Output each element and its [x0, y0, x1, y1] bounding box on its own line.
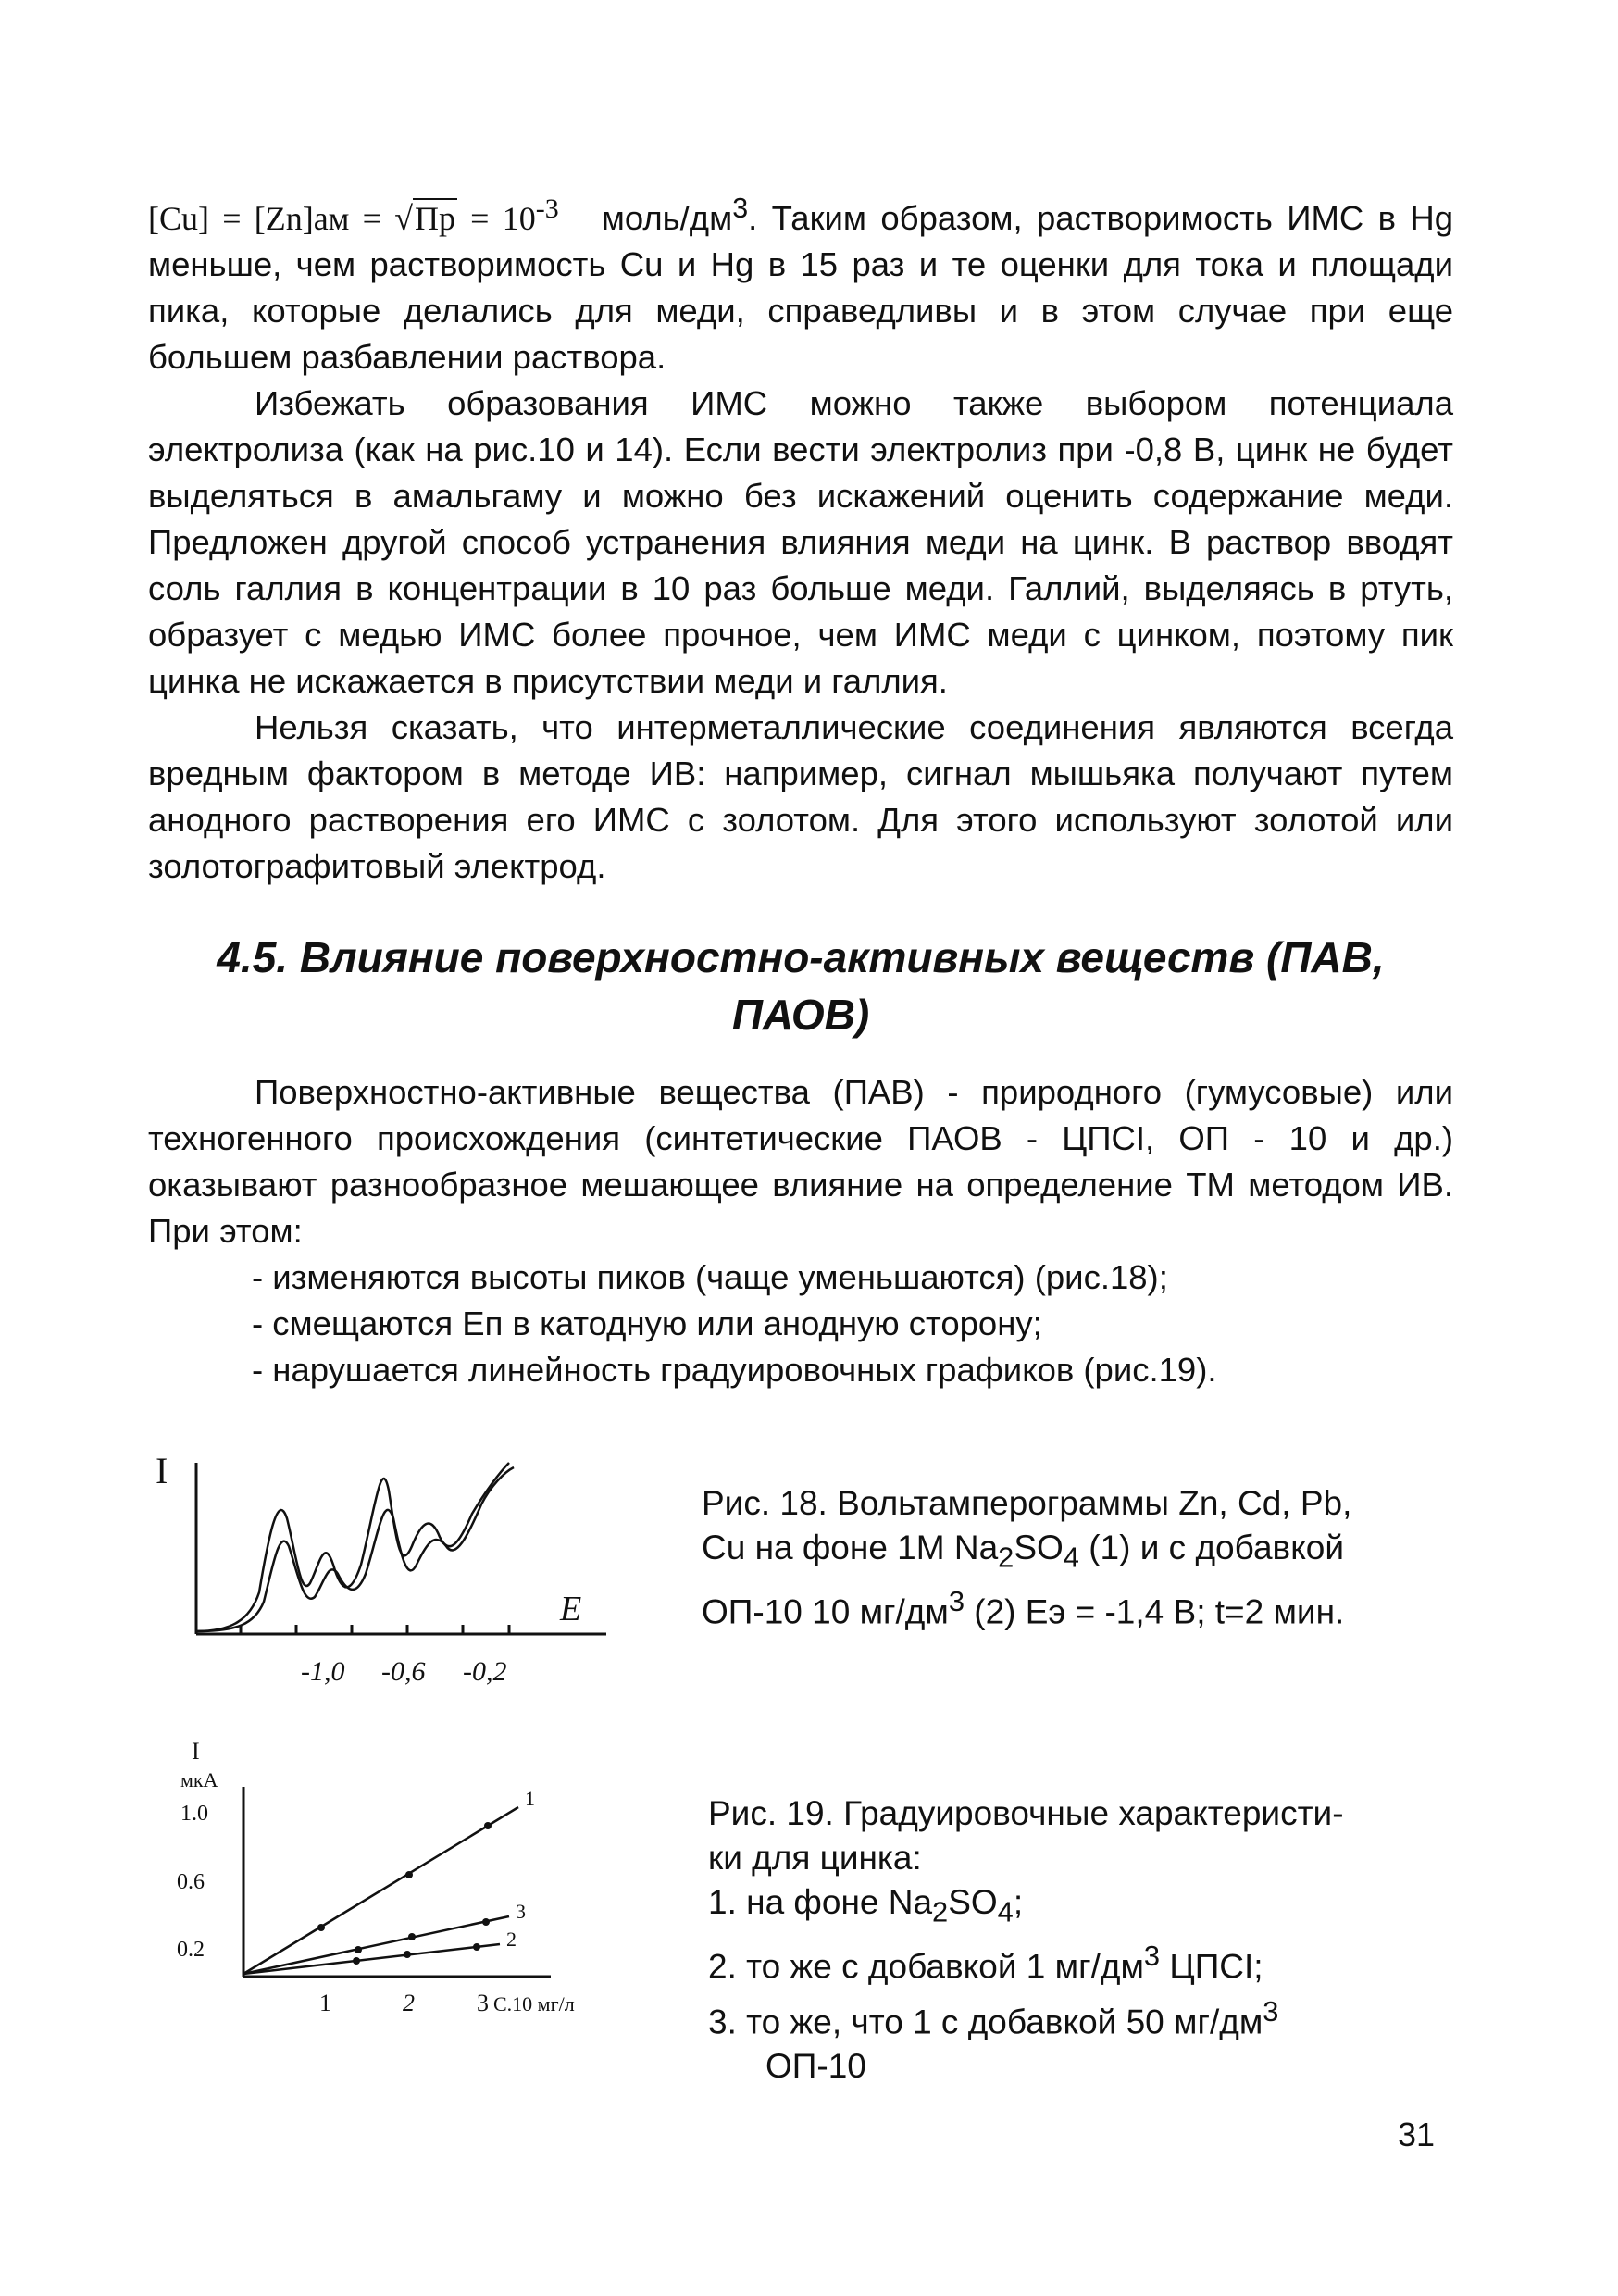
fig18-x-label: E: [560, 1590, 582, 1628]
section-heading: [148, 929, 1453, 1043]
fig18-curve-1: [196, 1463, 509, 1631]
fig19-line-2: [243, 1944, 500, 1974]
solubility-formula: $[Cu] = [Zn]ам = √Пр = 10^{-3}$: [148, 193, 559, 238]
paragraph-3: Нельзя сказать, что интерметаллические соединения являются всегда вредным фактором в методе ИВ: например, сигнал мышьяка получают путем анодного растворения его ИМС с золотом. Для этого используют золотой или золотографитовый электрод.: [148, 708, 1453, 886]
fig18-tick-label: -0,2: [463, 1656, 507, 1687]
list-item: - изменяются высоты пиков (чаще уменьшаются) (рис.18);: [252, 1258, 1168, 1297]
fig18-tick-label: -1,0: [301, 1656, 345, 1687]
fig18-y-label: I: [156, 1450, 168, 1491]
fig19-line-3: [243, 1916, 509, 1974]
figure-18-caption: Рис. 18. Вольтамперограммы Zn, Cd, Pb, Cu на фоне 1M $Na_2SO_4$ (1) и с добавкой ОП-10 10 $мг/дм^3$ (2) Eэ = -1,4 В; t=2 мин.: [702, 1484, 1352, 1631]
fig19-x-unit: C.10 мг/л: [493, 1992, 575, 2015]
fig19-line-label: 2: [506, 1928, 517, 1951]
list-item: - нарушается линейность градуировочных графиков (рис.19).: [252, 1351, 1217, 1390]
fig18-tick-label: -0,6: [381, 1656, 426, 1687]
section-heading-line-2: ПАОВ): [731, 991, 870, 1040]
section-heading-line-1: 4.5. Влияние поверхностно-активных веществ (ПАВ,: [217, 933, 1385, 982]
effects-list: [148, 1254, 1453, 1393]
paragraph-2: Избежать образования ИМС можно также выбором потенциала электролиза (как на рис.10 и 14). Если вести электролиз при -0,8 В, цинк не будет выделяться в амальгаму и можно без искажений оценить содержание меди. Предложен другой способ устранения влияния меди на цинк. В раствор вводят соль галлия в концентрации в 10 раз больше меди. Галлий, выделяясь в ртуть, образует с медью ИМС более прочное, чем ИМС меди с цинком, поэтому пик цинка не искажается в присутствии меди и галлия.: [148, 384, 1453, 701]
fig19-points: [317, 1822, 492, 1965]
paragraph-4: Поверхностно-активные вещества (ПАВ) - природного (гумусовые) или техногенного происхождения (синтетические ПАОВ - ЦПСI, ОП - 10 и др.) оказывают разнообразное мешающее влияние на определение ТМ методом ИВ. При этом:: [148, 1073, 1453, 1251]
fig19-line-label: 1: [525, 1787, 535, 1810]
fig19-y-tick: 0.2: [177, 1938, 205, 1962]
figure-19-calibration: [153, 1731, 671, 2037]
fig18-curve-2: [196, 1467, 514, 1631]
fig19-x-tick: 3: [477, 1990, 489, 2016]
paragraph-1: $[Cu] = [Zn]ам = √Пр = 10^{-3}$ моль/$дм^3$. Таким образом, растворимость ИМС в Hg меньше, чем растворимость Cu и Hg в 15 раз и те оценки для тока и площади пика, которые делались для меди, справедливы и в этом случае при еще большем разбавлении раствора.: [148, 193, 1453, 377]
fig19-x-tick: 1: [319, 1990, 331, 2016]
list-item: - смещаются Eп в катодную или анодную сторону;: [252, 1304, 1042, 1343]
fig19-line-label: 3: [516, 1900, 526, 1923]
fig19-y-unit: мкА: [180, 1768, 218, 1791]
figure-19-caption: Рис. 19. Градуировочные характеристи- ки для цинка: 1. на фоне $Na_2SO_4$; 2. то же с добавкой 1 $мг/дм^3$ ЦПСI; 3. то же, что 1 с добавкой 50 $мг/дм^3$ ОП-10: [708, 1794, 1344, 2086]
page-body: [148, 185, 1453, 1393]
fig19-y-label: I: [192, 1738, 200, 1765]
figure-18-voltammogram: [139, 1435, 620, 1694]
page-number: 31: [1398, 2115, 1436, 2153]
fig19-y-tick: 0.6: [177, 1870, 205, 1894]
fig19-y-tick: 1.0: [180, 1802, 208, 1826]
fig19-x-tick: 2: [403, 1990, 415, 2016]
